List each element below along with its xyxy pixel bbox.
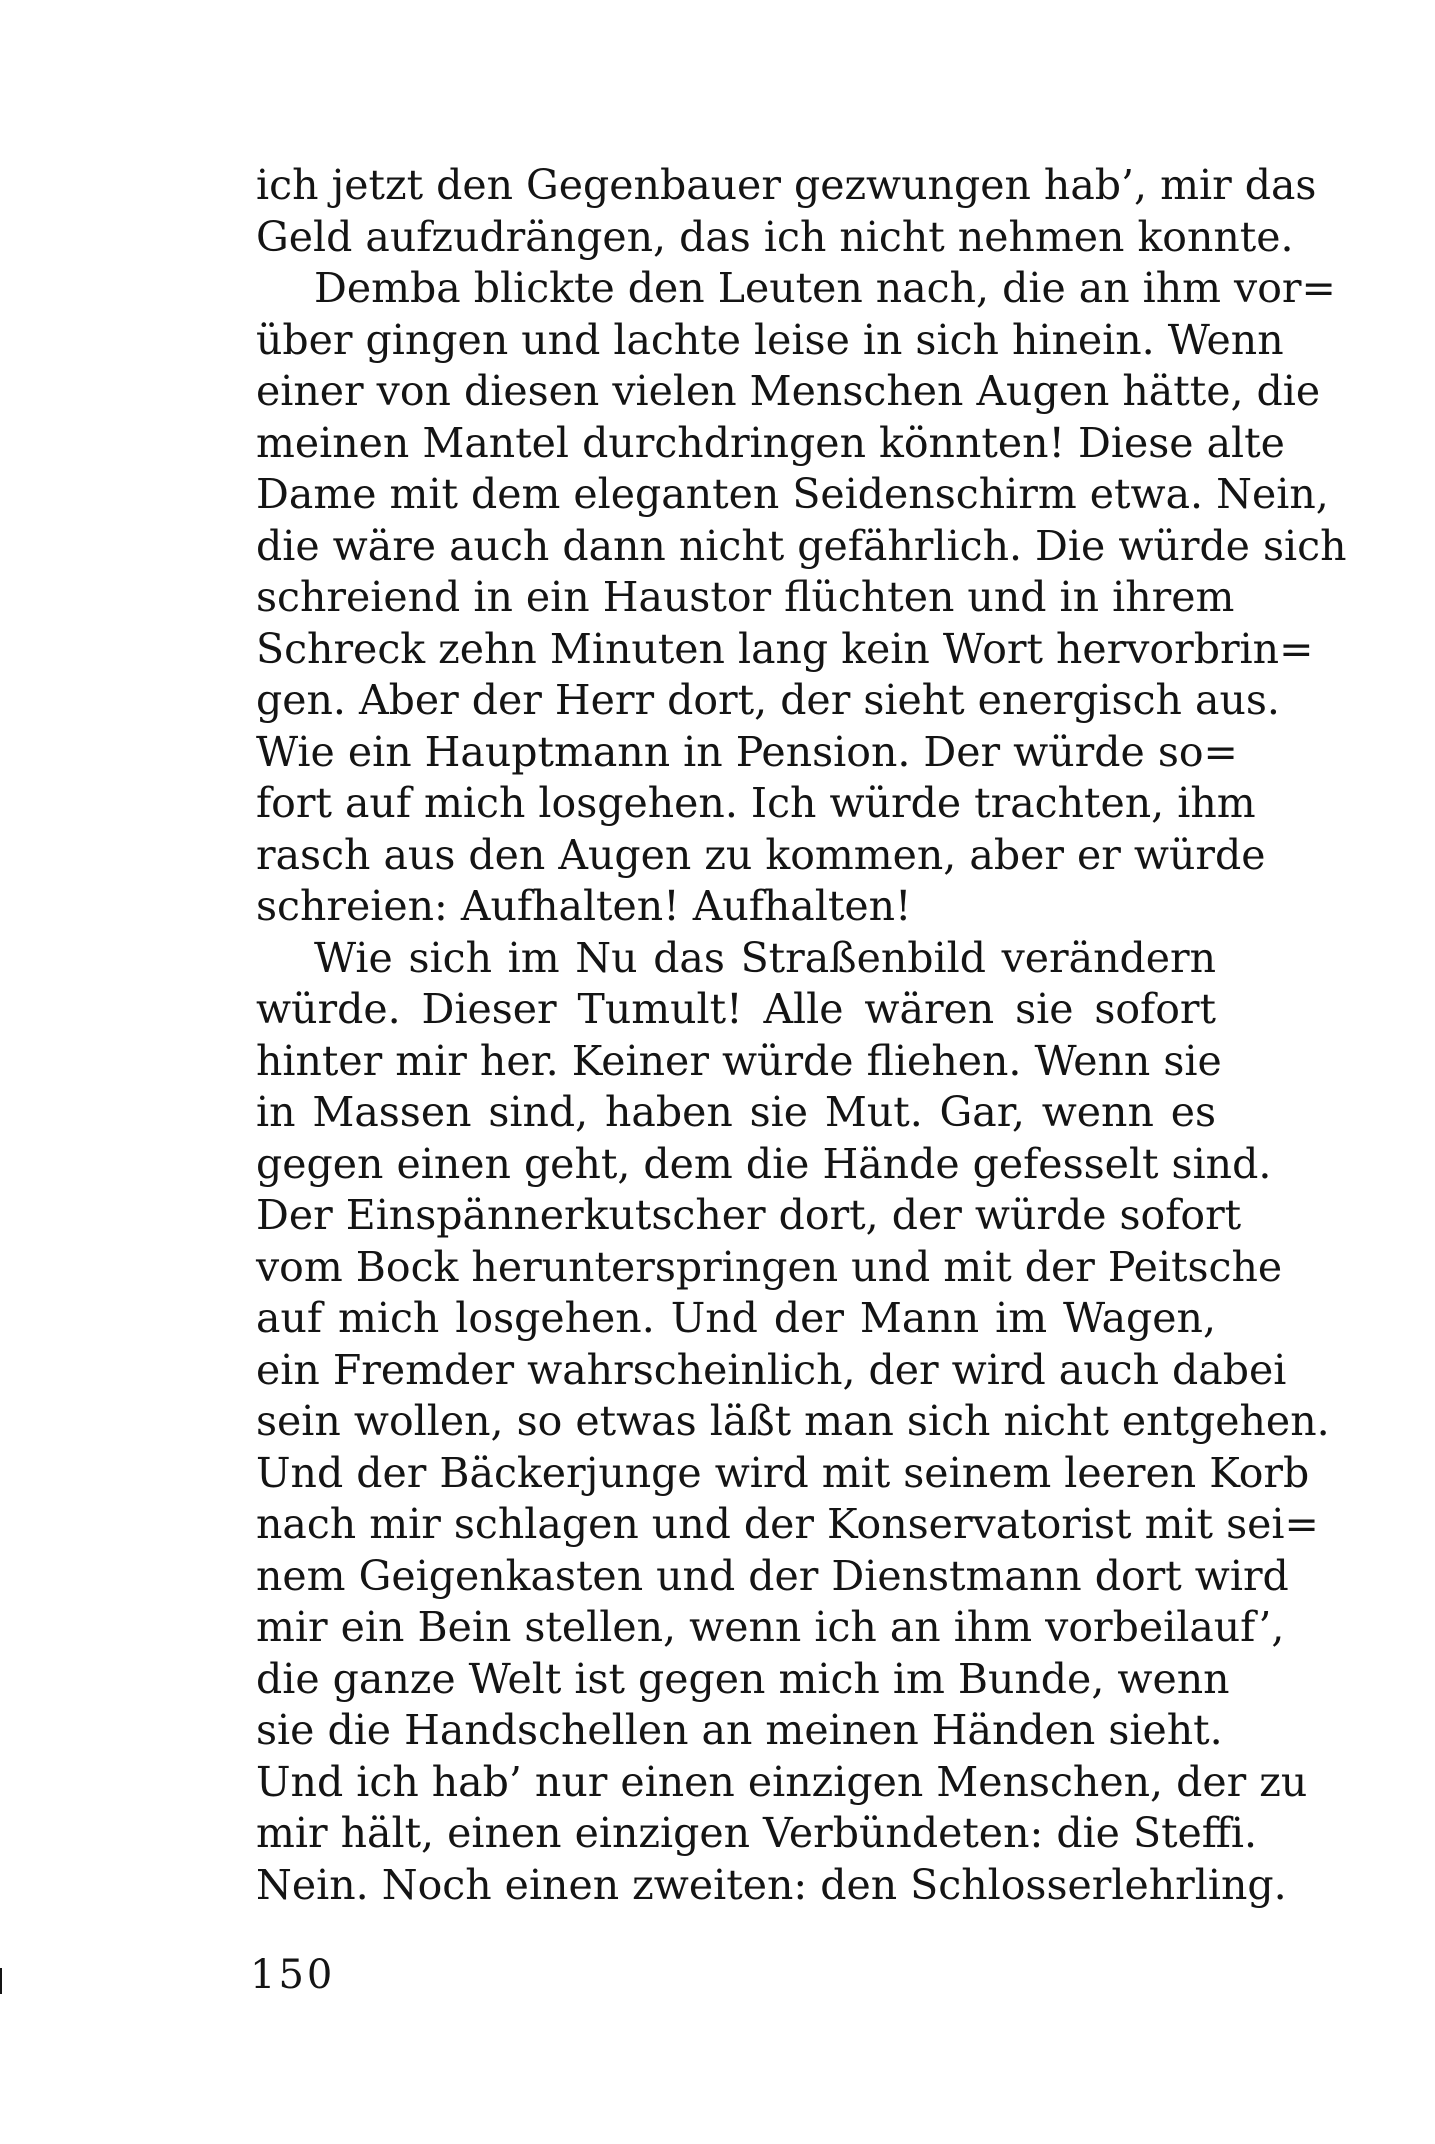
text-line: meinen Mantel durchdringen könnten! Diese alte bbox=[256, 418, 1285, 467]
text-line: die ganze Welt ist gegen mich im Bunde, wenn bbox=[256, 1654, 1230, 1703]
text-line: sein wollen, so etwas läßt man sich nicht entgehen. bbox=[256, 1397, 1330, 1445]
text-line: nem Geigenkasten und der Dienstmann dort wird bbox=[256, 1551, 1289, 1600]
text-line: einer von diesen vielen Menschen Augen hätte, die bbox=[256, 367, 1321, 415]
text-line: ich jetzt den Gegenbauer gezwungen hab’, mir das bbox=[256, 161, 1317, 209]
text-line: Wie ein Hauptmann in Pension. Der würde so= bbox=[256, 727, 1238, 776]
page-number: 150 bbox=[250, 1952, 336, 1998]
text-line: hinter mir her. Keiner würde fliehen. Wenn sie bbox=[256, 1036, 1222, 1085]
text-line: sie die Handschellen an meinen Händen sieht. bbox=[256, 1706, 1223, 1754]
text-line: Geld aufzudrängen, das ich nicht nehmen konnte. bbox=[256, 212, 1294, 261]
text-line: über gingen und lachte leise in sich hinein. Wenn bbox=[256, 315, 1284, 364]
text-line: nach mir schlagen und der Konservatorist mit sei= bbox=[256, 1500, 1319, 1548]
text-line: Schreck zehn Minuten lang kein Wort hervorbrin= bbox=[256, 624, 1314, 673]
text-line: Dame mit dem eleganten Seidenschirm etwa. Nein, bbox=[256, 470, 1329, 518]
text-line: schreiend in ein Haustor flüchten und in ihrem bbox=[256, 573, 1235, 621]
text-line: Und der Bäckerjunge wird mit seinem leeren Korb bbox=[256, 1448, 1310, 1497]
text-line: Wie sich im Nu das Straßenbild verändern bbox=[314, 933, 1216, 982]
text-line: würde. Dieser Tumult! Alle wären sie sofort bbox=[256, 985, 1216, 1033]
text-line: fort auf mich losgehen. Ich würde trachten, ihm bbox=[256, 779, 1256, 827]
text-line: vom Bock herunterspringen und mit der Peitsche bbox=[256, 1242, 1283, 1291]
text-line: die wäre auch dann nicht gefährlich. Die würde sich bbox=[256, 521, 1347, 570]
text-line: auf mich losgehen. Und der Mann im Wagen, bbox=[256, 1294, 1216, 1342]
text-line: schreien: Aufhalten! Aufhalten! bbox=[256, 882, 912, 930]
text-line: Der Einspännerkutscher dort, der würde sofort bbox=[256, 1191, 1242, 1239]
text-line: mir ein Bein stellen, wenn ich an ihm vorbeilauf’, bbox=[256, 1603, 1285, 1651]
text-line: Und ich hab’ nur einen einzigen Menschen, der zu bbox=[256, 1757, 1308, 1806]
text-line: gen. Aber der Herr dort, der sieht energisch aus. bbox=[256, 676, 1280, 724]
text-line: Demba blickte den Leuten nach, die an ihm vor= bbox=[314, 264, 1336, 312]
text-line: Nein. Noch einen zweiten: den Schlosserlehrling. bbox=[256, 1860, 1287, 1909]
text-line: in Massen sind, haben sie Mut. Gar, wenn es bbox=[256, 1088, 1216, 1136]
text-line: mir hält, einen einzigen Verbündeten: die Steffi. bbox=[256, 1809, 1258, 1857]
text-line: gegen einen geht, dem die Hände gefesselt sind. bbox=[256, 1139, 1272, 1188]
text-line: rasch aus den Augen zu kommen, aber er würde bbox=[256, 830, 1266, 879]
text-line: ein Fremder wahrscheinlich, der wird auch dabei bbox=[256, 1345, 1287, 1394]
body-text bbox=[256, 160, 1347, 1911]
scan-edge-mark bbox=[0, 1968, 2, 1994]
